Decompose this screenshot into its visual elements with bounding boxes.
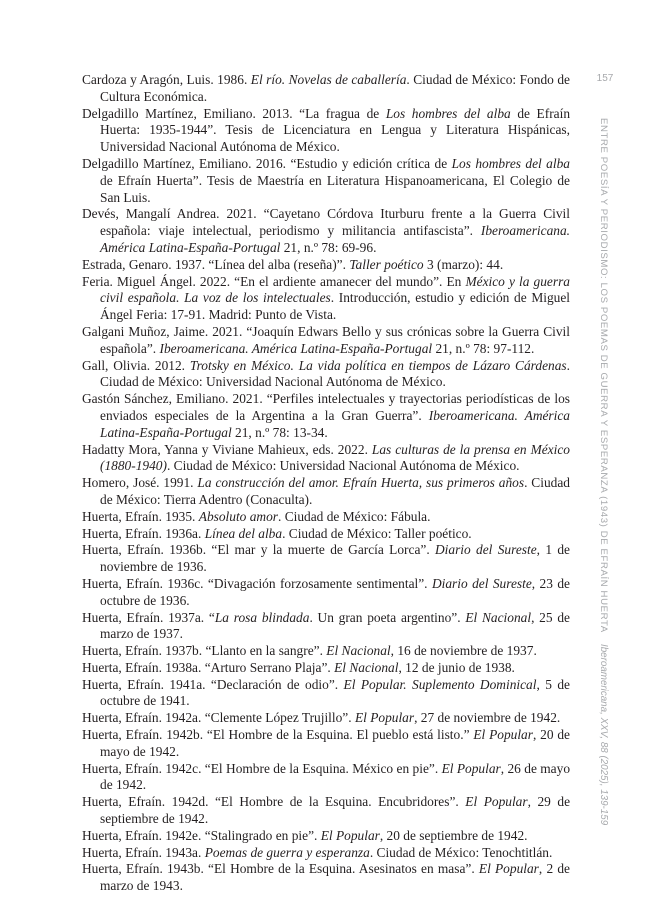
reference-entry bbox=[82, 845, 570, 862]
reference-title: El Popular bbox=[354, 710, 415, 726]
reference-text: Huerta, Efraín. 1942b. “El Hombre de la Esquina. El pueblo está listo.” bbox=[82, 727, 474, 743]
reference-text: 21, n.º 78: 69-96. bbox=[280, 239, 377, 255]
reference-text: . Ciudad de México: Universidad Nacional Autónoma de México. bbox=[100, 357, 570, 390]
reference-text: Huerta, Efraín. 1935. bbox=[82, 508, 199, 524]
reference-text: Homero, José. 1991. bbox=[82, 475, 198, 491]
reference-entry bbox=[82, 761, 570, 795]
reference-title: El Nacional bbox=[465, 609, 532, 625]
reference-text: Huerta, Efraín. 1936b. “El mar y la muerte de García Lorca”. bbox=[82, 542, 435, 558]
reference-text: Galgani Muñoz, Jaime. 2021. “Joaquín Edwars Bello y sus crónicas sobre la Guerra Civil española”. bbox=[82, 323, 570, 356]
journal-reference: Iberoamericana, XXV, 88 (2025), 139-159 bbox=[598, 644, 609, 826]
reference-entry bbox=[82, 391, 570, 441]
reference-text: , 20 de mayo de 1942. bbox=[100, 727, 570, 759]
reference-entry bbox=[82, 794, 570, 828]
reference-entry bbox=[82, 610, 570, 644]
reference-text: Huerta, Efraín. 1941a. “Declaración de odio”. bbox=[82, 676, 344, 692]
reference-text: , 5 de octubre de 1941. bbox=[100, 676, 570, 709]
reference-entry bbox=[82, 156, 570, 206]
reference-text: Huerta, Efraín. 1942c. “El Hombre de la Esquina. México en pie”. bbox=[82, 760, 442, 776]
reference-text: . Ciudad de México: Fondo de Cultura Económica. bbox=[100, 72, 570, 104]
reference-title: El Popular bbox=[441, 760, 501, 776]
reference-title: Iberoamericana. América Latina-España-Portugal bbox=[100, 223, 570, 255]
reference-entry bbox=[82, 526, 570, 543]
reference-entry bbox=[82, 358, 570, 392]
reference-entry bbox=[82, 710, 570, 727]
page-number: 157 bbox=[596, 73, 614, 84]
reference-text: . Un gran poeta argentino”. bbox=[309, 609, 466, 625]
reference-title: La rosa blindada bbox=[214, 609, 310, 625]
reference-text: Huerta, Efraín. 1943a. bbox=[82, 844, 205, 860]
reference-entry bbox=[82, 72, 570, 106]
reference-text: Huerta, Efraín. 1936a. bbox=[82, 525, 205, 541]
reference-text: , 20 de septiembre de 1942. bbox=[379, 827, 528, 843]
reference-text: 3 (marzo): 44. bbox=[423, 256, 504, 272]
reference-text: , 29 de septiembre de 1942. bbox=[100, 794, 571, 827]
reference-text: de Efraín Huerta”. Tesis de Maestría en Literatura Hispanoamericana, El Colegio de San Luis. bbox=[100, 172, 570, 205]
reference-entry bbox=[82, 257, 570, 274]
reference-text: , 26 de mayo de 1942. bbox=[100, 760, 571, 793]
reference-text: Cardoza y Aragón, Luis. 1986. bbox=[82, 72, 251, 87]
reference-title: El río. Novelas de caballería bbox=[250, 72, 407, 87]
reference-text: Huerta, Efraín. 1942a. “Clemente López Trujillo”. bbox=[82, 710, 355, 726]
reference-text: de Efraín Huerta: 1935-1944”. Tesis de Licenciatura en Lengua y Literatura Hispánicas, Universidad Nacional Autónoma de México. bbox=[100, 105, 571, 155]
reference-entry bbox=[82, 861, 570, 895]
reference-entry bbox=[82, 274, 570, 324]
reference-text: Huerta, Efraín. 1943b. “El Hombre de la Esquina. Asesinatos en masa”. bbox=[82, 861, 479, 877]
reference-entry bbox=[82, 106, 570, 156]
reference-text: Delgadillo Martínez, Emiliano. 2013. “La fragua de bbox=[82, 105, 386, 121]
reference-text: Devés, Mangalí Andrea. 2021. “Cayetano Córdova Iturburu frente a la Guerra Civil española: viaje intelectual, periodismo y militancia antifascista”. bbox=[82, 206, 570, 239]
reference-title: El Popular. Suplemento Dominical bbox=[343, 676, 537, 692]
reference-title: La construcción del amor. Efraín Huerta, sus primeros años bbox=[197, 475, 525, 491]
reference-text: . Ciudad de México: Tenochtitlán. bbox=[369, 844, 553, 860]
reference-title: Trotsky en México. La vida política en tiempos de Lázaro Cárdenas bbox=[189, 357, 567, 373]
reference-text: Feria. Miguel Ángel. 2022. “En el ardiente amanecer del mundo”. En bbox=[82, 273, 466, 289]
reference-text: . Ciudad de México: Taller poético. bbox=[282, 525, 472, 541]
reference-entry bbox=[82, 475, 570, 509]
reference-title: El Popular bbox=[473, 727, 533, 743]
reference-text: Huerta, Efraín. 1938a. “Arturo Serrano Plaja”. bbox=[82, 659, 335, 675]
reference-entry bbox=[82, 442, 570, 476]
reference-title: Los hombres del alba bbox=[451, 155, 570, 171]
reference-text: . Ciudad de México: Tierra Adentro (Conaculta). bbox=[100, 475, 570, 507]
reference-title: El Popular bbox=[465, 794, 528, 810]
reference-text: , 23 de octubre de 1936. bbox=[100, 575, 570, 608]
reference-title: Iberoamericana. América Latina-España-Portugal bbox=[159, 340, 433, 356]
reference-text: , 2 de marzo de 1943. bbox=[100, 861, 570, 894]
reference-title: Diario del Sureste bbox=[435, 542, 537, 558]
reference-title: El Popular bbox=[320, 827, 380, 843]
reference-entry bbox=[82, 727, 570, 761]
reference-title: Absoluto amor bbox=[198, 508, 278, 524]
reference-title: Las culturas de la prensa en México (1880-1940) bbox=[100, 441, 570, 474]
reference-text: Huerta, Efraín. 1942e. “Stalingrado en pie”. bbox=[82, 827, 321, 843]
reference-text: . Introducción, estudio y edición de Miguel Ángel Feria: 17-91. Madrid: Punto de Vista. bbox=[100, 290, 571, 323]
reference-text: . Ciudad de México: Fábula. bbox=[278, 508, 431, 524]
reference-text: Estrada, Genaro. 1937. “Línea del alba (reseña)”. bbox=[82, 256, 350, 272]
reference-text: , 16 de noviembre de 1937. bbox=[390, 643, 537, 659]
reference-title: Los hombres del alba bbox=[385, 105, 511, 121]
reference-entry bbox=[82, 509, 570, 526]
reference-title: Taller poético bbox=[349, 256, 424, 272]
reference-title: Iberoamericana. América Latina-España-Portugal bbox=[100, 407, 570, 440]
reference-text: 21, n.º 78: 97-112. bbox=[432, 340, 535, 356]
reference-text: Gastón Sánchez, Emiliano. 2021. “Perfiles intelectuales y trayectorias periodísticas de los enviados especiales de la Argentina a la Gran Guerra”. bbox=[82, 391, 570, 423]
reference-entry bbox=[82, 643, 570, 660]
reference-title: Poemas de guerra y esperanza bbox=[204, 844, 370, 860]
reference-entry bbox=[82, 324, 570, 358]
reference-entry bbox=[82, 542, 570, 576]
reference-text: Delgadillo Martínez, Emiliano. 2016. “Estudio y edición crítica de bbox=[82, 155, 452, 171]
reference-entry bbox=[82, 576, 570, 610]
reference-title: Línea del alba bbox=[204, 525, 283, 541]
reference-title: El Nacional bbox=[326, 643, 391, 659]
reference-title: El Popular bbox=[478, 861, 539, 877]
reference-text: , 27 de noviembre de 1942. bbox=[414, 710, 561, 726]
reference-text: , 25 de marzo de 1937. bbox=[100, 609, 570, 642]
reference-text: Hadatty Mora, Yanna y Viviane Mahieux, eds. 2022. bbox=[82, 441, 372, 457]
reference-entry bbox=[82, 206, 570, 256]
reference-text: Huerta, Efraín. 1936c. “Divagación forzosamente sentimental”. bbox=[82, 575, 432, 591]
reference-entry bbox=[82, 660, 570, 677]
reference-text: , 12 de junio de 1938. bbox=[398, 659, 515, 675]
reference-entry bbox=[82, 828, 570, 845]
reference-title: México y la guerra civil española. La voz de los intelectuales bbox=[100, 273, 570, 306]
reference-text: 21, n.º 78: 13-34. bbox=[231, 424, 328, 440]
running-title: ENTRE POESÍA Y PERIODISMO: LOS POEMAS DE GUERRA Y ESPERANZA (1943) DE EFRAÍN HUERTA bbox=[598, 118, 609, 633]
reference-text: , 1 de noviembre de 1936. bbox=[100, 542, 570, 575]
reference-title: El Nacional bbox=[334, 659, 399, 675]
reference-title: Diario del Sureste bbox=[431, 575, 532, 591]
reference-text: Huerta, Efraín. 1937b. “Llanto en la sangre”. bbox=[82, 643, 327, 659]
reference-text: Huerta, Efraín. 1937a. “ bbox=[82, 609, 215, 625]
reference-text: Huerta, Efraín. 1942d. “El Hombre de la Esquina. Encubridores”. bbox=[82, 794, 466, 810]
reference-text: . Ciudad de México: Universidad Nacional Autónoma de México. bbox=[166, 458, 520, 474]
reference-list bbox=[82, 72, 570, 895]
reference-entry bbox=[82, 677, 570, 711]
reference-text: Gall, Olivia. 2012. bbox=[82, 357, 190, 373]
